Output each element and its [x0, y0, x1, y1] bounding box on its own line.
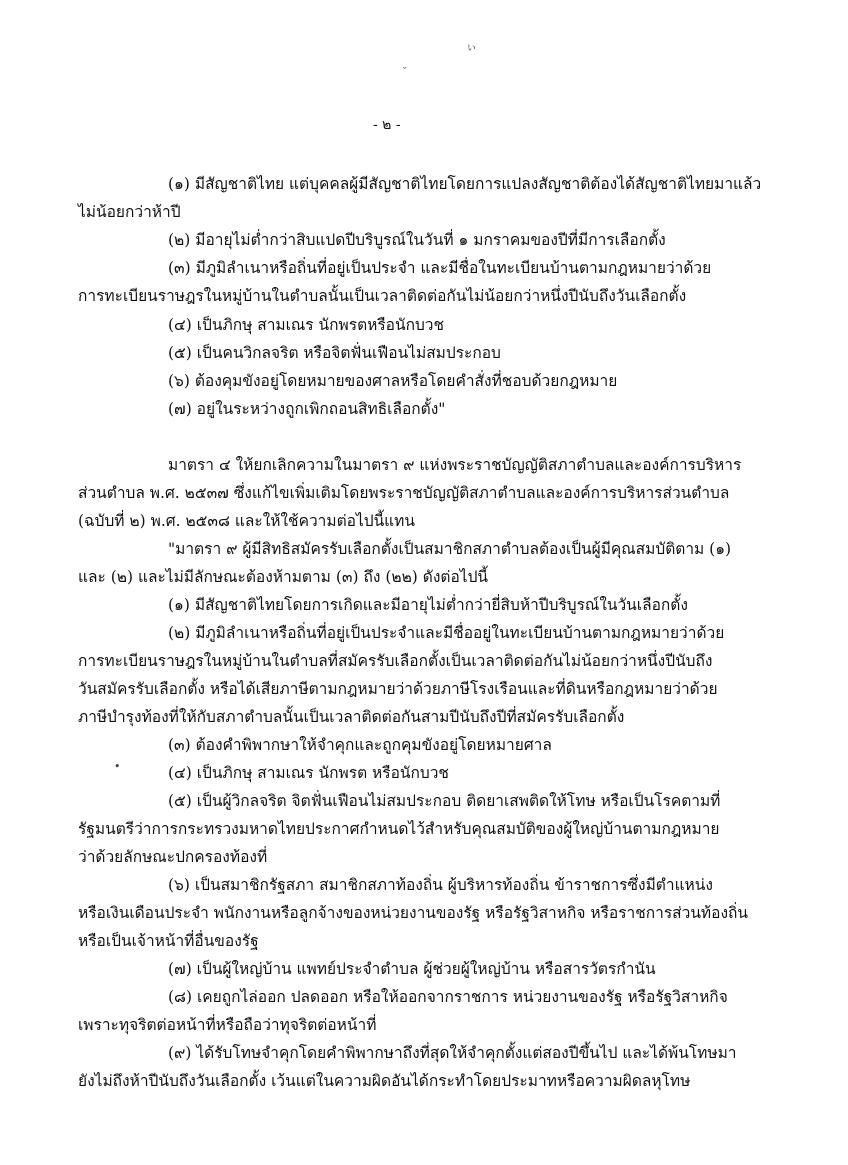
scan-mark: ぃ [466, 40, 477, 53]
text-line: วันสมัครรับเลือกตั้ง หรือได้เสียภาษีตามกฎหมายว่าด้วยภาษีโรงเรือนและที่ดินหรือกฎหมายว่าด้วย [78, 680, 718, 698]
text-line: (๖) ต้องคุมขังอยู่โดยหมายของศาลหรือโดยคำสั่งที่ชอบด้วยกฎหมาย [168, 372, 618, 390]
text-line: ไม่น้อยกว่าห้าปี [78, 203, 181, 221]
section-heading-line: มาตรา ๔ ให้ยกเลิกความในมาตรา ๙ แห่งพระราชบัญญัติสภาตำบลและองค์การบริหาร [168, 456, 742, 474]
page-number: - ๒ - [373, 117, 401, 133]
text-line: (๓) ต้องคำพิพากษาให้จำคุกและถูกคุมขังอยู่โดยหมายศาล [168, 736, 552, 754]
text-line: (๙) ได้รับโทษจำคุกโดยคำพิพากษาถึงที่สุดให้จำคุกตั้งแต่สองปีขึ้นไป และได้พ้นโทษมา [168, 1044, 737, 1062]
text-line: (๗) เป็นผู้ใหญ่บ้าน แพทย์ประจำตำบล ผู้ช่วยผู้ใหญ่บ้าน หรือสารวัตรกำนัน [168, 960, 656, 978]
text-line: "มาตรา ๙ ผู้มีสิทธิสมัครรับเลือกตั้งเป็นสมาชิกสภาตำบลต้องเป็นผู้มีคุณสมบัติตาม (๑) [168, 540, 732, 558]
text-line: ว่าด้วยลักษณะปกครองท้องที่ [78, 848, 268, 866]
text-line: (๑) มีสัญชาติไทยโดยการเกิดและมีอายุไม่ต่ำกว่ายี่สิบห้าปีบริบูรณ์ในวันเลือกตั้ง [168, 596, 688, 614]
text-line: (๒) มีอายุไม่ต่ำกว่าสิบแปดปีบริบูรณ์ในวันที่ ๑ มกราคมของปีที่มีการเลือกตั้ง [168, 231, 666, 249]
text-line: เพราะทุจริตต่อหน้าที่หรือถือว่าทุจริตต่อหน้าที่ [78, 1016, 377, 1034]
scan-mark: • [114, 760, 121, 773]
text-line: (๘) เคยถูกไล่ออก ปลดออก หรือให้ออกจากราชการ หน่วยงานของรัฐ หรือรัฐวิสาหกิจ [168, 988, 728, 1006]
text-line: และ (๒) และไม่มีลักษณะต้องห้ามตาม (๓) ถึง (๒๒) ดังต่อไปนี้ [78, 568, 489, 586]
text-line: (๔) เป็นภิกษุ สามเณร นักพรต หรือนักบวช [168, 764, 449, 782]
text-line: หรือเป็นเจ้าหน้าที่อื่นของรัฐ [78, 932, 259, 950]
text-line: (๓) มีภูมิลำเนาหรือถิ่นที่อยู่เป็นประจำ และมีชื่อในทะเบียนบ้านตามกฎหมายว่าด้วย [168, 259, 712, 277]
text-line: ภาษีบำรุงท้องที่ให้กับสภาตำบลนั้นเป็นเวลาติดต่อกันสามปีนับถึงปีที่สมัครรับเลือกตั้ง [78, 708, 625, 726]
text-line: ยังไม่ถึงห้าปีนับถึงวันเลือกตั้ง เว้นแต่ในความผิดอันได้กระทำโดยประมาทหรือความผิดลหุโทษ [78, 1072, 691, 1090]
text-line: (๑) มีสัญชาติไทย แต่บุคคลผู้มีสัญชาติไทยโดยการแปลงสัญชาติต้องได้สัญชาติไทยมาแล้ว [168, 175, 762, 193]
text-line: ส่วนตำบล พ.ศ. ๒๕๓๗ ซึ่งแก้ไขเพิ่มเติมโดยพระราชบัญญัติสภาตำบลและองค์การบริหารส่วนตำบล [78, 484, 730, 502]
text-line: (๕) เป็นผู้วิกลจริต จิตฟั่นเฟือนไม่สมประกอบ ติดยาเสพติดให้โทษ หรือเป็นโรคตามที่ [168, 792, 721, 810]
text-line: (๒) มีภูมิลำเนาหรือถิ่นที่อยู่เป็นประจำและมีชื่ออยู่ในทะเบียนบ้านตามกฎหมายว่าด้วย [168, 624, 725, 642]
text-line: หรือเงินเดือนประจำ พนักงานหรือลูกจ้างของหน่วยงานของรัฐ หรือรัฐวิสาหกิจ หรือราชการส่วนท้องถิ่น [78, 904, 749, 922]
text-line: รัฐมนตรีว่าการกระทรวงมหาดไทยประกาศกำหนดไว้สำหรับคุณสมบัติของผู้ใหญ่บ้านตามกฎหมาย [78, 820, 720, 838]
text-line: (๖) เป็นสมาชิกรัฐสภา สมาชิกสภาท้องถิ่น ผู้บริหารท้องถิ่น ข้าราชการซึ่งมีตำแหน่ง [168, 876, 713, 894]
scan-mark: ˘ [402, 66, 408, 79]
text-line: (ฉบับที่ ๒) พ.ศ. ๒๕๓๘ และให้ใช้ความต่อไปนี้แทน [78, 512, 415, 530]
text-line: การทะเบียนราษฎรในหมู่บ้านในตำบลนั้นเป็นเวลาติดต่อกันไม่น้อยกว่าหนึ่งปีนับถึงวันเลือกตั้ง [78, 287, 687, 305]
text-line: (๕) เป็นคนวิกลจริต หรือจิตฟั่นเฟือนไม่สมประกอบ [168, 344, 501, 362]
text-line: การทะเบียนราษฎรในหมู่บ้านในตำบลที่สมัครรับเลือกตั้งเป็นเวลาติดต่อกันไม่น้อยกว่าหนึ่งปีนับถึง [78, 652, 713, 670]
text-line: (๗) อยู่ในระหว่างถูกเพิกถอนสิทธิเลือกตั้ง" [168, 400, 446, 418]
text-line: (๔) เป็นภิกษุ สามเณร นักพรตหรือนักบวช [168, 316, 445, 334]
